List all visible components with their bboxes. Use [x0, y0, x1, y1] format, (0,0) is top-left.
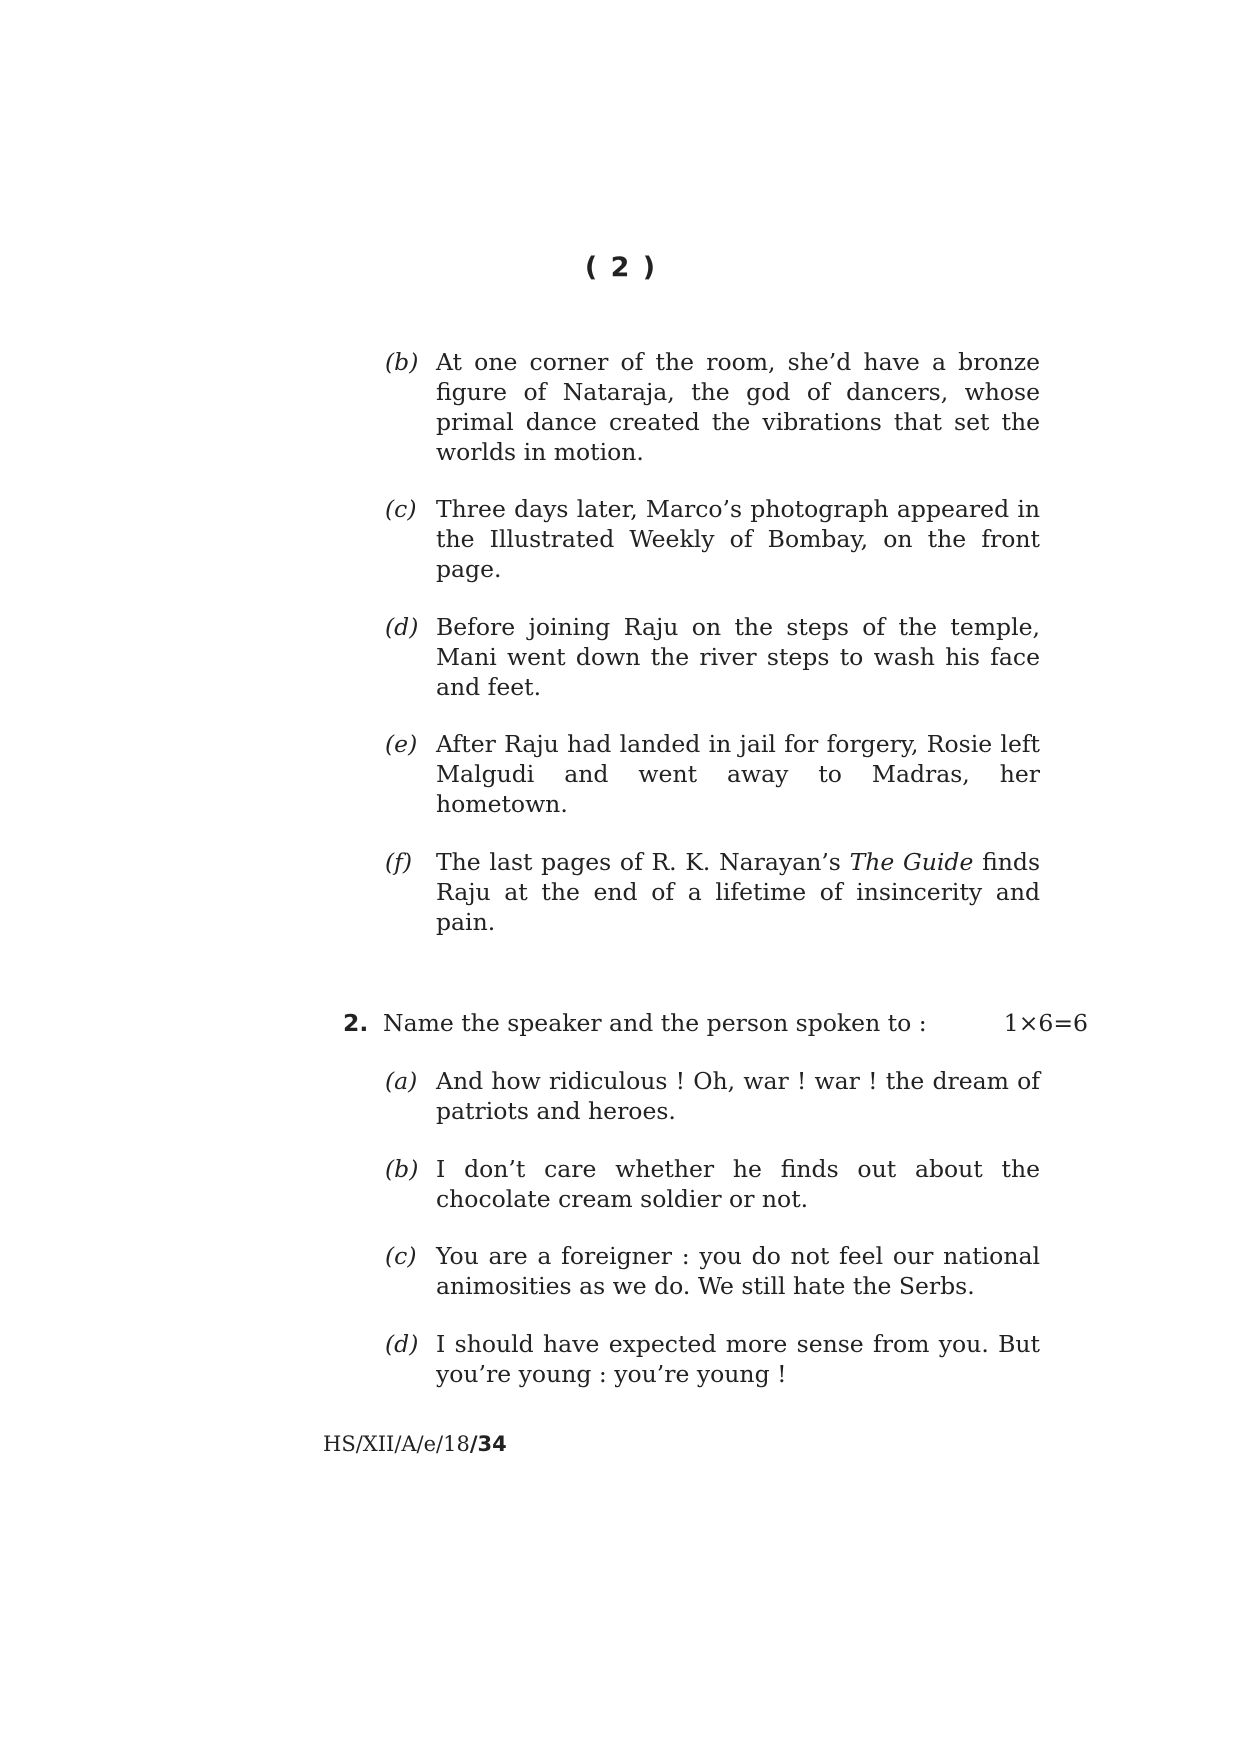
- item-label: (c): [385, 495, 417, 523]
- item-label: (c): [385, 1242, 417, 1270]
- question-number: 2.: [343, 1009, 369, 1037]
- list-item: [385, 494, 1040, 584]
- question-prompt: Name the speaker and the person spoken to :: [383, 1009, 927, 1037]
- item-text: I don’t care whether he finds out about the chocolate cream soldier or not.: [436, 1155, 1040, 1213]
- list-item: [385, 1329, 1040, 1389]
- list-item: [385, 1241, 1040, 1301]
- item-text: Three days later, Marco’s photograph appeared in the Illustrated Weekly of Bombay, on the front page.: [436, 495, 1040, 583]
- item-label: (a): [385, 1067, 418, 1095]
- item-text: And how ridiculous ! Oh, war ! war ! the dream of patriots and heroes.: [436, 1067, 1040, 1125]
- item-label: (d): [385, 1330, 419, 1358]
- footer-code-text: HS/XII/A/e/18: [323, 1432, 470, 1456]
- list-item: [385, 1154, 1040, 1214]
- list-item: [385, 847, 1040, 937]
- list-item: [385, 347, 1040, 467]
- item-text: Before joining Raju on the steps of the temple, Mani went down the river steps to wash his face and feet.: [436, 613, 1040, 701]
- page-number: ( 2 ): [584, 252, 658, 283]
- list-item: [385, 729, 1040, 819]
- item-label: (b): [385, 1155, 419, 1183]
- footer-page-number: /34: [469, 1432, 507, 1456]
- item-text: You are a foreigner : you do not feel our national animosities as we do. We still hate the Serbs.: [436, 1242, 1040, 1300]
- item-text: [436, 847, 1040, 937]
- footer-code: [323, 1432, 507, 1456]
- item-text: After Raju had landed in jail for forgery, Rosie left Malgudi and went away to Madras, her hometown.: [436, 730, 1040, 818]
- item-text-after: finds Raju at the end of a lifetime of insincerity and pain.: [436, 848, 1041, 936]
- item-label: (e): [385, 730, 418, 758]
- item-text: I should have expected more sense from you. But you’re young : you’re young !: [436, 1330, 1040, 1388]
- question-marks: 1×6=6: [1003, 1009, 1088, 1037]
- list-item: [385, 1066, 1040, 1126]
- book-title: The Guide: [849, 848, 974, 876]
- item-text: At one corner of the room, she’d have a bronze figure of Nataraja, the god of dancers, whose primal dance created the vibrations that set the worlds in motion.: [436, 348, 1040, 466]
- item-label: (f): [385, 848, 413, 876]
- list-item: [385, 612, 1040, 702]
- item-label: (d): [385, 613, 419, 641]
- item-label: (b): [385, 348, 419, 376]
- item-text-before: The last pages of R. K. Narayan’s: [436, 848, 850, 876]
